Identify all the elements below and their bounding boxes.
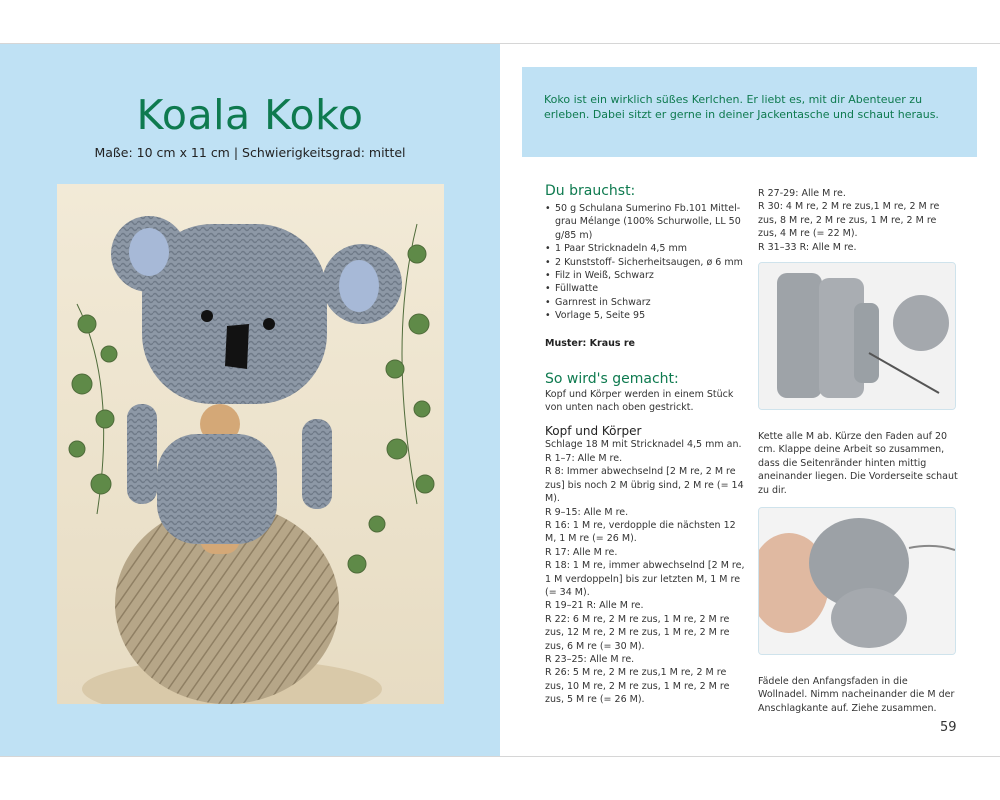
how-heading: So wird's gemacht: [545,370,679,387]
list-item: • Vorlage 5, Seite 95 [545,309,745,322]
materials-heading: Du brauchst: [545,183,636,199]
list-item: • 50 g Schulana Sumerino Fb.101 Mittelgrau Mélange (100% Schurwolle, LL 50 g/85 m) [545,202,745,242]
materials-list [545,202,745,323]
right-page [500,44,1000,756]
left-column [545,182,745,707]
caption-step2: Fädele den Anfangsfaden in die Wollnadel. Nimm nacheinander die M der Anschlagkante auf. Ziehe zusammen. [758,676,955,714]
kopf-line: R 22: 6 M re, 2 M re zus, 1 M re, 2 M re zus, 12 M re, 2 M re zus, 1 M re, 2 M re zus, 6 M re (= 30 M). [545,613,730,652]
list-item: • Filz in Weiß, Schwarz [545,269,745,282]
size-difficulty: Maße: 10 cm x 11 cm | Schwierigkeitsgrad: mittel [94,145,406,160]
pattern-title: Koala Koko [136,91,364,139]
kopf-line: R 23–25: Alle M re. [545,653,635,665]
kopf-line: R 8: Immer abwechselnd [2 M re, 2 M re zus] bis noch 2 M übrig sind, 2 M re (= 14 M). [545,466,744,505]
kopf-line: R 17: Alle M re. [545,546,618,558]
row-instruction: R 31–33 R: Alle M re. [758,241,857,253]
left-page [0,44,500,756]
koala-photo [57,184,444,704]
pattern-note: Muster: Kraus re [545,337,635,349]
list-item: • 2 Kunststoff- Sicherheitsaugen, ø 6 mm [545,256,745,269]
kopf-heading: Kopf und Körper [545,424,642,439]
intro-text: Koko ist ein wirklich süßes Kerlchen. Er liebt es, mit dir Abenteuer zu erleben. Dabei sitzt er gerne in deiner Jackentasche und schaut heraus. [544,93,939,121]
kopf-line: R 9–15: Alle M re. [545,506,629,518]
list-item: • 1 Paar Stricknadeln 4,5 mm [545,242,745,255]
how-text: Kopf und Körper werden in einem Stück von unten nach oben gestrickt. [545,388,734,414]
book-spread [0,43,1000,757]
step-photo-gathering [758,507,956,655]
intro-box [522,67,977,157]
kopf-line: R 19–21 R: Alle M re. [545,600,644,612]
caption-step1: Kette alle M ab. Kürze den Faden auf 20 cm. Klappe deine Arbeit so zusammen, dass die Seitenränder hinten mittig aneinander liegen. Die Vorderseite schaut zu dir. [758,431,958,496]
step-photo-folded [758,262,956,410]
row-instruction: R 27-29: Alle M re. [758,188,846,199]
list-item: • Garnrest in Schwarz [545,296,745,309]
kopf-line: R 26: 5 M re, 2 M re zus,1 M re, 2 M re zus, 10 M re, 2 M re zus, 1 M re, 2 M re zus, 5 M re (= 26 M). [545,667,730,706]
kopf-line: R 16: 1 M re, verdopple die nächsten 12 M, 1 M re (= 26 M). [545,519,736,545]
right-column [758,187,958,715]
list-item: • Füllwatte [545,282,745,295]
row-instruction: R 30: 4 M re, 2 M re zus,1 M re, 2 M re zus, 8 M re, 2 M re zus, 1 M re, 2 M re zus, 4 M re (= 22 M). [758,201,940,240]
page-number: 59 [940,720,957,735]
kopf-line: R 18: 1 M re, immer abwechselnd [2 M re, 1 M verdoppeln] bis zur letzten M, 1 M re (= 34 M). [545,560,745,598]
kopf-line: R 1–7: Alle M re. [545,452,623,464]
kopf-line: Schlage 18 M mit Stricknadel 4,5 mm an. [545,439,742,451]
